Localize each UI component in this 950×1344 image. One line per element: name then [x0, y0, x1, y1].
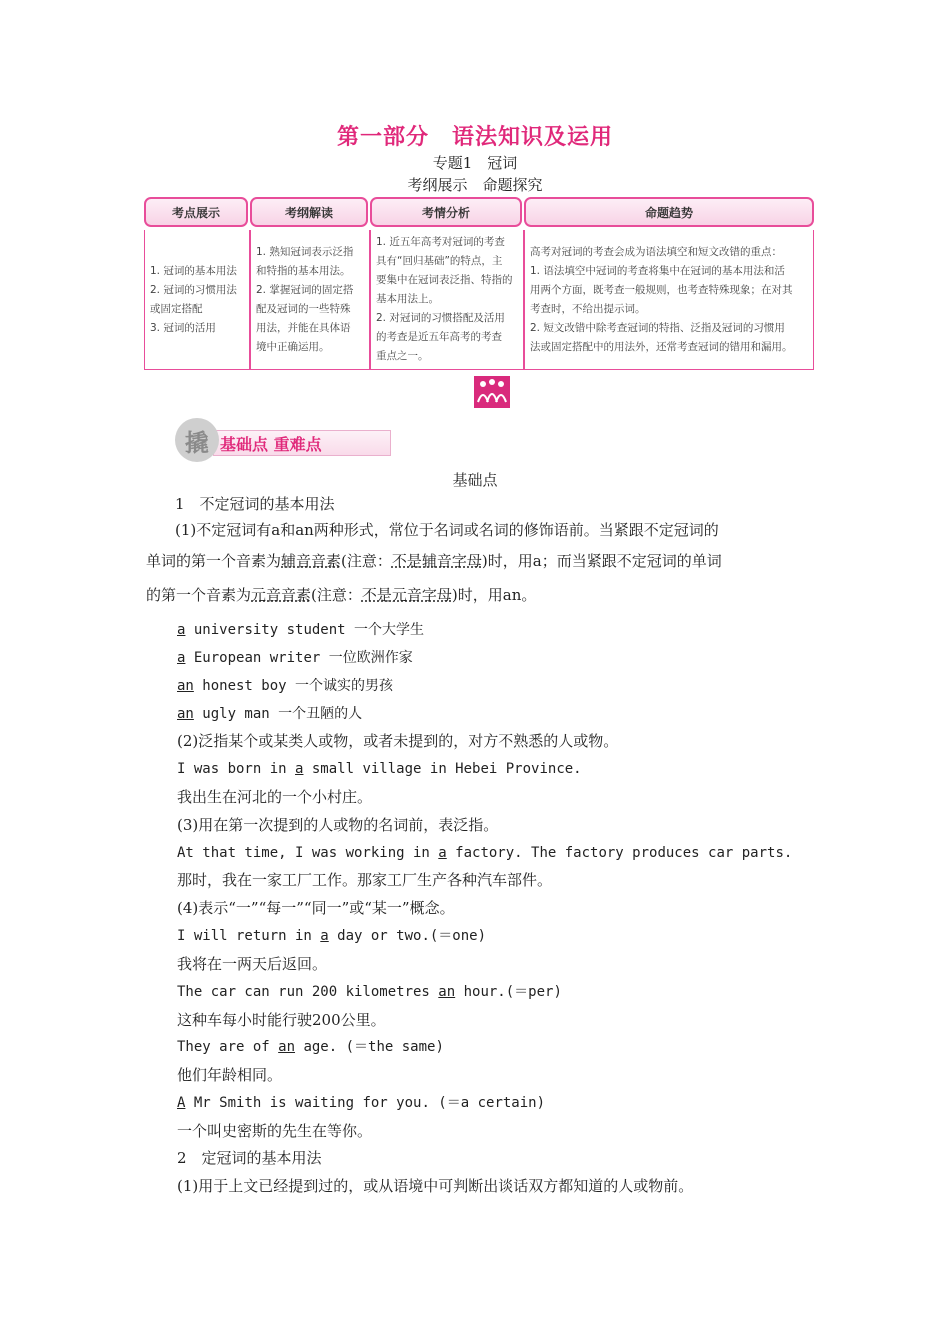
translation: 一个叫史密斯的先生在等你。 — [177, 1122, 373, 1140]
text: (注意： — [311, 586, 362, 604]
example — [177, 620, 424, 640]
paragraph: (4)表示“一”“每一”“同一”或“某一”概念。 — [177, 899, 455, 917]
article: an — [177, 678, 194, 694]
cell-line: 和特指的基本用法。 — [256, 264, 351, 277]
paragraph — [146, 585, 536, 605]
article: a — [177, 650, 186, 666]
text: age. (＝the same) — [295, 1039, 444, 1055]
cell-line: 1. 语法填空中冠词的考查将集中在冠词的基本用法和活 — [530, 264, 785, 277]
cell-line: 法或固定搭配中的用法外，还常考查冠词的错用和漏用。 — [530, 340, 793, 353]
example-sentence — [177, 1093, 545, 1113]
cell-line: 1. 冠词的基本用法 — [150, 264, 237, 277]
exam-outline-table — [144, 197, 814, 370]
table-cell-1 — [144, 230, 250, 370]
text: university student 一个大学生 — [185, 622, 425, 638]
heading-2: 2 定冠词的基本用法 — [177, 1149, 322, 1167]
cell-line: 配及冠词的一些特殊 — [256, 302, 351, 315]
example-sentence — [177, 1037, 444, 1057]
text: )时，用an。 — [451, 586, 537, 604]
article: a — [438, 845, 447, 861]
paragraph: (2)泛指某个或某类人或物，或者未提到的，对方不熟悉的人或物。 — [177, 732, 619, 750]
paragraph: (3)用在第一次提到的人或物的名词前，表泛指。 — [177, 816, 499, 834]
text: At that time, I was working in — [177, 845, 439, 861]
cell-line: 用法，并能在具体语 — [256, 321, 351, 334]
section-heading: 基础点 — [452, 471, 498, 489]
article: an — [438, 984, 456, 1000]
translation: 那时，我在一家工厂工作。那家工厂生产各种汽车部件。 — [177, 871, 553, 889]
table-header-1: 考点展示 — [144, 197, 248, 227]
banner-bar — [213, 430, 391, 456]
text: European writer 一位欧洲作家 — [185, 650, 413, 666]
cell-line: 2. 对冠词的习惯搭配及活用 — [376, 312, 505, 324]
text: Mr Smith is waiting for you. (＝a certain) — [185, 1095, 546, 1111]
article: an — [278, 1039, 296, 1055]
article: a — [295, 761, 304, 777]
example-sentence — [177, 982, 562, 1002]
text: 单词的第一个音素为 — [146, 552, 282, 570]
translation: 我出生在河北的一个小村庄。 — [177, 788, 373, 806]
cell-line: 境中正确运用。 — [256, 340, 330, 353]
text: The car can run 200 kilometres — [177, 984, 439, 1000]
translation: 这种车每小时能行驶200公里。 — [177, 1011, 386, 1029]
pry-badge-icon — [175, 418, 219, 462]
table-cell-4 — [524, 230, 814, 370]
example — [177, 676, 393, 696]
text: I will return in — [177, 928, 321, 944]
text: They are of — [177, 1039, 279, 1055]
topic-title: 专题1 冠词 — [432, 154, 518, 172]
example-sentence — [177, 843, 792, 863]
cell-line: 基本用法上。 — [376, 293, 439, 305]
emphasis: 不是辅音字母 — [391, 552, 482, 570]
table-header-3: 考情分析 — [370, 197, 522, 227]
example-sentence — [177, 759, 582, 779]
paragraph — [146, 551, 722, 571]
emphasis: 不是元音字母 — [361, 586, 452, 604]
cell-line: 高考对冠词的考查会成为语法填空和短文改错的重点： — [530, 245, 782, 258]
paragraph: (1)用于上文已经提到过的，或从语境中可判断出谈话双方都知道的人或物前。 — [177, 1177, 694, 1195]
page-title: 第一部分 语法知识及运用 — [336, 125, 613, 150]
table-cell-2 — [250, 230, 370, 370]
translation: 我将在一两天后返回。 — [177, 955, 328, 973]
cell-line: 的考查是近五年高考的考查 — [376, 331, 502, 343]
text: honest boy 一个诚实的男孩 — [193, 678, 394, 694]
emphasis: 元音音素 — [251, 586, 312, 604]
text: factory. The factory produces car parts. — [446, 845, 793, 861]
text: (注意： — [341, 552, 392, 570]
text: )时，用a；而当紧跟不定冠词的单词 — [481, 552, 722, 570]
article: a — [177, 622, 186, 638]
text: 的第一个音素为 — [146, 586, 252, 604]
cell-line: 具有“回归基础”的特点，主 — [376, 255, 503, 267]
text: ugly man 一个丑陋的人 — [193, 706, 363, 722]
emphasis: 辅音音素 — [281, 552, 342, 570]
text: hour.(＝per) — [455, 984, 562, 1000]
cell-line: 或固定搭配 — [150, 302, 203, 315]
table-cell-3 — [370, 230, 524, 370]
cell-line: 用两个方面，既考查一般规则，也考查特殊现象；在对其 — [530, 283, 793, 296]
cell-line: 2. 短文改错中除考查冠词的特指、泛指及冠词的习惯用 — [530, 321, 785, 334]
banner-label: 基础点 重难点 — [220, 435, 322, 454]
people-logo-icon — [474, 376, 510, 408]
text: I was born in — [177, 761, 296, 777]
cell-line: 要集中在冠词表泛指、特指的 — [376, 274, 513, 286]
article: an — [177, 706, 194, 722]
section-subtitle: 考纲展示 命题探究 — [407, 176, 543, 194]
example — [177, 648, 413, 668]
cell-line: 2. 冠词的习惯用法 — [150, 283, 237, 296]
badge-char: 撬 — [185, 428, 209, 457]
cell-line: 重点之一。 — [376, 350, 429, 362]
example-sentence — [177, 926, 486, 946]
table-header-4: 命题趋势 — [524, 197, 814, 227]
cell-line: 1. 近五年高考对冠词的考查 — [376, 236, 505, 248]
paragraph: (1)不定冠词有a和an两种形式，常位于名词或名词的修饰语前。当紧跟不定冠词的 — [175, 521, 719, 539]
article: A — [177, 1095, 186, 1111]
table-header-2: 考纲解读 — [250, 197, 368, 227]
heading-1: 1 不定冠词的基本用法 — [175, 495, 335, 513]
article: a — [320, 928, 329, 944]
cell-line: 2. 掌握冠词的固定搭 — [256, 283, 354, 296]
cell-line: 3. 冠词的活用 — [150, 321, 216, 334]
section-banner — [175, 418, 393, 464]
cell-line: 1. 熟知冠词表示泛指 — [256, 245, 354, 258]
cell-line: 考查时，不给出提示词。 — [530, 302, 646, 315]
example — [177, 704, 362, 724]
text: small village in Hebei Province. — [303, 761, 582, 777]
translation: 他们年龄相同。 — [177, 1066, 283, 1084]
text: day or two.(＝one) — [328, 928, 487, 944]
